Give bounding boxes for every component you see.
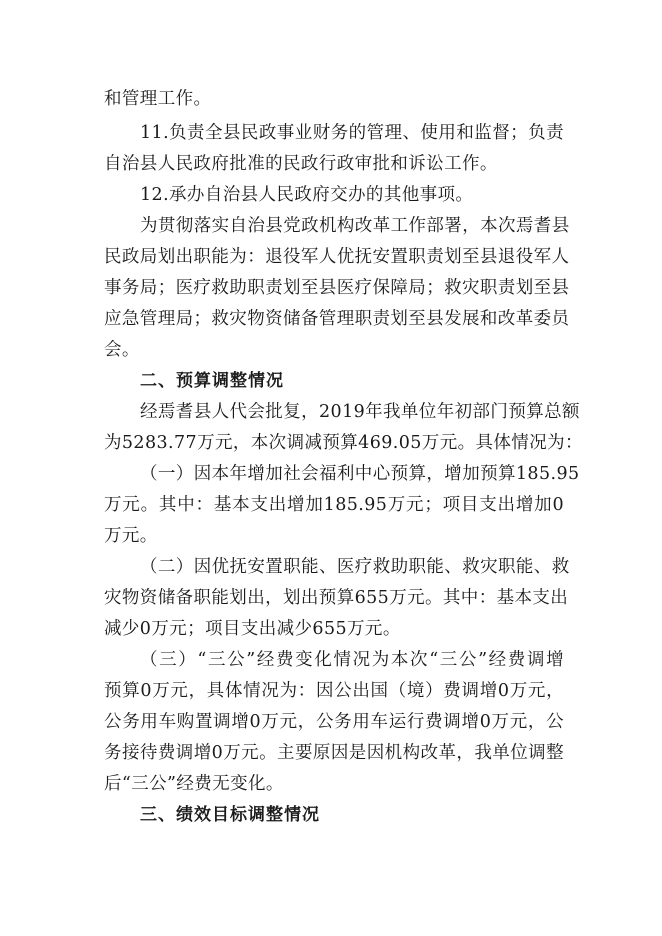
text-line: （三）“三公”经费变化情况为本次“三公”经费调增 [140, 650, 564, 670]
text-line: 11.负责全县民政事业财务的管理、使用和监督；负责 [140, 123, 564, 143]
text-line: 民政局划出职能为：退役军人优抚安置职责划至县退役军人 [104, 247, 570, 267]
text-line: （一）因本年增加社会福利中心预算，增加预算185.95 [140, 464, 580, 484]
section-heading: 三、绩效目标调整情况 [140, 805, 320, 825]
text-line: 经焉耆县人代会批复，2019年我单位年初部门预算总额 [140, 402, 580, 422]
text-line: 为5283.77万元，本次调减预算469.05万元。具体情况为： [104, 433, 583, 453]
text-line: 预算0万元，具体情况为：因公出国（境）费调增0万元， [104, 681, 564, 701]
text-line: 12.承办自治县人民政府交办的其他事项。 [140, 185, 474, 205]
text-line: 公务用车购置调增0万元，公务用车运行费调增0万元，公 [104, 712, 564, 732]
text-line: 为贯彻落实自治县党政机构改革工作部署，本次焉耆县 [140, 216, 570, 236]
text-line: 后“三公”经费无变化。 [104, 774, 284, 794]
text-line: 会。 [104, 340, 140, 360]
text-line: （二）因优抚安置职能、医疗救助职能、救灾职能、救 [140, 557, 570, 577]
text-line: 事务局；医疗救助职责划至县医疗保障局；救灾职责划至县 [104, 278, 570, 298]
text-line: 灾物资储备职能划出，划出预算655万元。其中：基本支出 [104, 588, 569, 608]
text-line: 万元。 [104, 526, 158, 546]
text-line: 自治县人民政府批准的民政行政审批和诉讼工作。 [104, 154, 498, 174]
text-line: 应急管理局；救灾物资储备管理职责划至县发展和改革委员 [104, 309, 570, 329]
text-line: 万元。其中：基本支出增加185.95万元；项目支出增加0 [104, 495, 564, 515]
section-heading: 二、预算调整情况 [140, 371, 284, 391]
text-line: 务接待费调增0万元。主要原因是因机构改革，我单位调整 [104, 743, 564, 763]
text-line: 减少0万元；项目支出减少655万元。 [104, 619, 401, 639]
text-line: 和管理工作。 [104, 89, 212, 109]
